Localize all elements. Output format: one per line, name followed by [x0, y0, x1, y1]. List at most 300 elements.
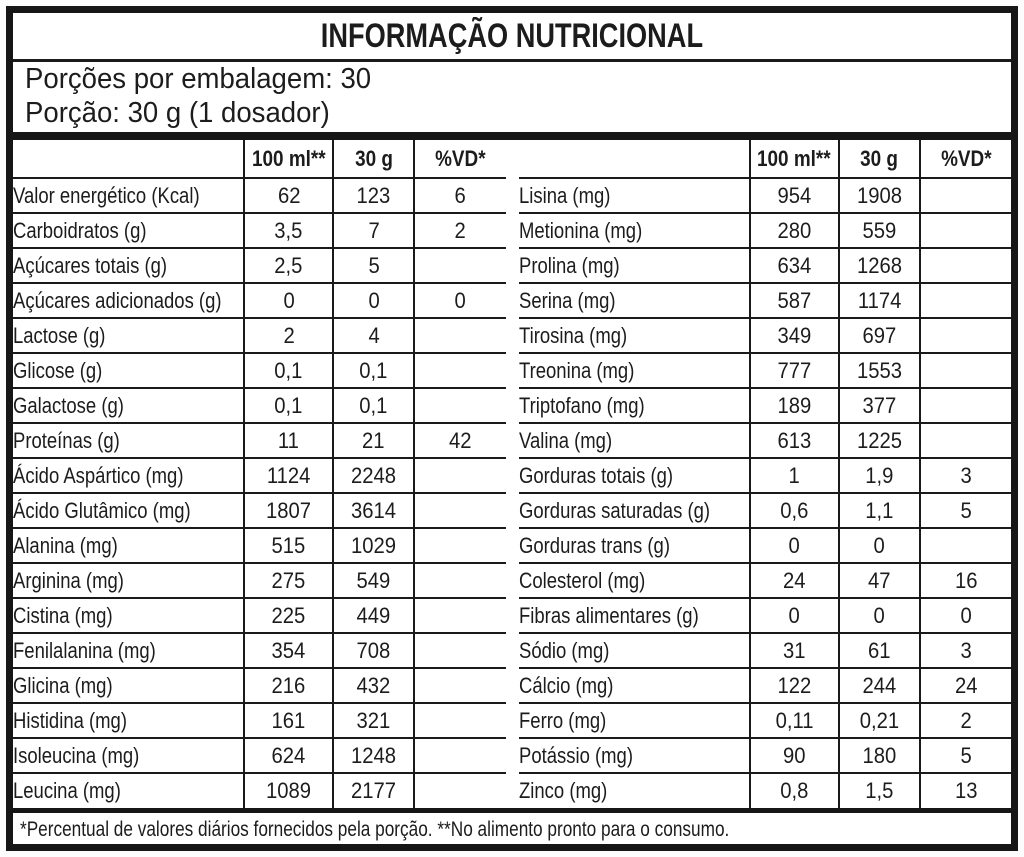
- value-30g: [333, 248, 414, 283]
- value-pct-vd-text: 42: [449, 427, 472, 453]
- table-row: [519, 318, 1012, 353]
- value-30g: [839, 458, 920, 493]
- value-30g-text: 61: [867, 637, 891, 663]
- value-100ml: [244, 423, 333, 458]
- value-30g-text: 3614: [351, 497, 397, 523]
- row-label: [13, 773, 244, 808]
- value-30g-text: 1029: [351, 532, 397, 558]
- header-pct-vd: [920, 140, 1011, 178]
- value-pct-vd-text: 0: [454, 287, 467, 313]
- row-label-text: Glicina (mg): [13, 672, 113, 698]
- table-row: [13, 458, 506, 493]
- value-100ml-text: 0,11: [775, 707, 814, 733]
- value-100ml-text: 613: [777, 427, 812, 453]
- table-row: [519, 738, 1012, 773]
- table-row: [519, 493, 1012, 528]
- value-pct-vd: [920, 598, 1011, 633]
- value-100ml: [750, 773, 839, 808]
- value-pct-vd: [414, 423, 505, 458]
- row-label: [519, 178, 750, 213]
- row-label: [519, 738, 750, 773]
- value-30g: [839, 528, 920, 563]
- servings-per-package: [13, 62, 1011, 96]
- value-100ml-text: 225: [271, 602, 306, 628]
- table-row: [13, 773, 506, 808]
- header-pct-vd-text: %VD*: [940, 145, 992, 171]
- row-label-text: Gorduras totais (g): [518, 462, 673, 488]
- value-100ml-text: 354: [271, 637, 306, 663]
- value-100ml: [750, 668, 839, 703]
- table-row: [13, 353, 506, 388]
- row-label-text: Metionina (mg): [518, 217, 642, 243]
- footnote-text: *Percentual de valores diários fornecidos pela porção. **No alimento pronto para o consumo.: [20, 817, 730, 841]
- value-100ml: [750, 248, 839, 283]
- table-row: [13, 283, 506, 318]
- row-label-text: Potássio (mg): [518, 742, 633, 768]
- value-100ml-text: 275: [271, 567, 306, 593]
- row-label-text: Serina (mg): [518, 287, 616, 313]
- value-30g-text: 1908: [856, 182, 902, 208]
- row-label: [519, 703, 750, 738]
- value-30g: [839, 773, 920, 808]
- value-100ml: [244, 353, 333, 388]
- value-30g: [333, 563, 414, 598]
- row-label: [13, 563, 244, 598]
- table-row: [13, 598, 506, 633]
- value-100ml: [244, 598, 333, 633]
- page-title: [13, 13, 1011, 59]
- value-100ml-text: 62: [277, 182, 301, 208]
- value-30g: [839, 493, 920, 528]
- row-label-text: Galactose (g): [13, 392, 124, 418]
- left-table-body: [13, 178, 506, 808]
- value-pct-vd-text: 6: [454, 182, 467, 208]
- value-100ml: [750, 633, 839, 668]
- value-30g: [333, 388, 414, 423]
- value-pct-vd-text: 3: [960, 637, 972, 663]
- value-100ml: [244, 458, 333, 493]
- row-label-text: Isoleucina (mg): [13, 742, 140, 768]
- header-100ml-text: 100 ml**: [251, 145, 326, 171]
- value-pct-vd: [414, 213, 505, 248]
- value-30g: [839, 598, 920, 633]
- row-label: [13, 248, 244, 283]
- value-100ml-text: 0,6: [780, 497, 809, 523]
- value-100ml: [750, 528, 839, 563]
- value-30g: [333, 598, 414, 633]
- value-30g: [333, 423, 414, 458]
- row-label-text: Prolina (mg): [518, 252, 620, 278]
- row-label-text: Valina (mg): [518, 427, 612, 453]
- value-100ml: [750, 598, 839, 633]
- row-label: [519, 213, 750, 248]
- value-30g-text: 2248: [351, 462, 397, 488]
- value-30g: [333, 318, 414, 353]
- row-label: [13, 353, 244, 388]
- value-30g-text: 559: [862, 217, 897, 243]
- value-pct-vd: [414, 388, 505, 423]
- value-30g: [333, 458, 414, 493]
- value-30g: [839, 353, 920, 388]
- value-100ml-text: 1124: [267, 462, 311, 488]
- servings-per-package-text: Porções por embalagem: 30: [25, 62, 372, 95]
- table-row: [13, 703, 506, 738]
- row-label-text: Histidina (mg): [13, 707, 127, 733]
- header-30g-text: 30 g: [860, 145, 899, 171]
- row-label-text: Fenilalanina (mg): [13, 637, 156, 663]
- row-label-text: Cálcio (mg): [518, 672, 613, 698]
- row-label-text: Valor energético (Kcal): [13, 182, 200, 208]
- value-pct-vd-text: 5: [960, 497, 972, 523]
- value-pct-vd: [920, 668, 1011, 703]
- row-label-text: Açúcares totais (g): [13, 252, 168, 278]
- value-pct-vd: [920, 703, 1011, 738]
- value-100ml: [244, 178, 333, 213]
- table-row: [519, 283, 1012, 318]
- table-row: [519, 213, 1012, 248]
- serving-size: [13, 96, 1011, 130]
- value-pct-vd: [414, 318, 505, 353]
- value-30g-text: 1174: [857, 287, 901, 313]
- value-100ml: [244, 773, 333, 808]
- table-row: [519, 248, 1012, 283]
- row-label: [13, 423, 244, 458]
- row-label-text: Alanina (mg): [13, 532, 118, 558]
- value-30g: [333, 703, 414, 738]
- value-100ml-text: 0,1: [274, 392, 303, 418]
- right-table-body: [519, 178, 1012, 808]
- value-30g-text: 432: [356, 672, 391, 698]
- nutrition-label: [6, 6, 1018, 851]
- row-label: [519, 388, 750, 423]
- value-100ml-text: 31: [783, 637, 806, 663]
- value-30g-text: 0: [368, 287, 380, 313]
- value-pct-vd: [414, 563, 505, 598]
- header-nutrient-column: [519, 140, 750, 178]
- value-30g: [333, 493, 414, 528]
- value-pct-vd-text: 16: [954, 567, 978, 593]
- table-header-row: [519, 140, 1012, 178]
- value-30g-text: 1268: [856, 252, 902, 278]
- value-30g-text: 1,5: [865, 778, 894, 803]
- table-row: [519, 528, 1012, 563]
- row-label: [519, 598, 750, 633]
- value-100ml-text: 587: [777, 287, 812, 313]
- row-label: [13, 283, 244, 318]
- table-row: [13, 423, 506, 458]
- value-30g-text: 0,1: [359, 392, 388, 418]
- table-row: [13, 178, 506, 213]
- value-pct-vd: [414, 283, 505, 318]
- value-100ml: [750, 178, 839, 213]
- value-pct-vd: [920, 318, 1011, 353]
- value-pct-vd: [414, 248, 505, 283]
- value-30g-text: 321: [356, 707, 391, 733]
- value-100ml-text: 24: [783, 567, 806, 593]
- value-30g: [333, 528, 414, 563]
- value-100ml-text: 1807: [266, 497, 312, 523]
- row-label-text: Leucina (mg): [13, 778, 121, 803]
- header-divider-bar: [13, 132, 1011, 140]
- value-pct-vd: [920, 633, 1011, 668]
- header-nutrient-column: [13, 140, 244, 178]
- value-30g-text: 1,1: [865, 497, 894, 523]
- row-label: [519, 283, 750, 318]
- serving-size-text: Porção: 30 g (1 dosador): [25, 96, 330, 129]
- value-pct-vd: [920, 773, 1011, 808]
- value-pct-vd: [920, 458, 1011, 493]
- header-30g: [839, 140, 920, 178]
- row-label-text: Proteínas (g): [13, 427, 120, 453]
- value-pct-vd: [414, 738, 505, 773]
- footnote: [13, 808, 1011, 846]
- value-100ml: [750, 493, 839, 528]
- header-100ml: [244, 140, 333, 178]
- row-label-text: Ácido Glutâmico (mg): [13, 497, 191, 523]
- row-label-text: Cistina (mg): [13, 602, 113, 628]
- header-pct-vd-text: %VD*: [435, 145, 486, 171]
- value-30g-text: 1248: [351, 742, 397, 768]
- value-pct-vd-text: 0: [960, 602, 972, 628]
- value-30g-text: 1553: [856, 357, 902, 383]
- row-label-text: Treonina (mg): [518, 357, 634, 383]
- value-pct-vd: [414, 703, 505, 738]
- value-30g: [839, 738, 920, 773]
- value-100ml-text: 349: [777, 322, 812, 348]
- value-30g-text: 449: [356, 602, 391, 628]
- value-100ml: [750, 423, 839, 458]
- value-pct-vd-text: 2: [454, 217, 467, 243]
- row-label-text: Gorduras trans (g): [518, 532, 670, 558]
- row-label-text: Lactose (g): [13, 322, 106, 348]
- value-100ml-text: 1089: [266, 778, 312, 803]
- value-pct-vd: [920, 528, 1011, 563]
- value-pct-vd-text: 5: [960, 742, 972, 768]
- value-pct-vd: [414, 493, 505, 528]
- row-label: [519, 458, 750, 493]
- value-30g: [839, 283, 920, 318]
- value-pct-vd: [414, 633, 505, 668]
- row-label-text: Colesterol (mg): [518, 567, 645, 593]
- value-pct-vd: [920, 423, 1011, 458]
- row-label-text: Tirosina (mg): [518, 322, 627, 348]
- header-100ml-text: 100 ml**: [757, 145, 832, 171]
- value-pct-vd: [920, 248, 1011, 283]
- value-pct-vd: [414, 773, 505, 808]
- value-30g: [333, 633, 414, 668]
- value-100ml-text: 216: [271, 672, 306, 698]
- row-label: [13, 738, 244, 773]
- header-30g: [333, 140, 414, 178]
- value-100ml-text: 515: [271, 532, 306, 558]
- row-label: [13, 458, 244, 493]
- nutrition-table-right: [519, 140, 1012, 808]
- value-pct-vd: [920, 178, 1011, 213]
- value-100ml-text: 2,5: [274, 252, 303, 278]
- row-label-text: Carboidratos (g): [13, 217, 147, 243]
- value-30g-text: 0: [873, 602, 885, 628]
- row-label: [519, 318, 750, 353]
- row-label: [519, 528, 750, 563]
- value-30g: [839, 703, 920, 738]
- value-30g: [333, 353, 414, 388]
- value-30g: [333, 668, 414, 703]
- table-row: [13, 248, 506, 283]
- row-label: [13, 178, 244, 213]
- value-pct-vd: [920, 353, 1011, 388]
- value-30g: [839, 248, 920, 283]
- value-100ml: [244, 633, 333, 668]
- value-30g-text: 21: [362, 427, 385, 453]
- value-30g-text: 1225: [856, 427, 902, 453]
- table-row: [519, 633, 1012, 668]
- value-100ml-text: 122: [777, 672, 812, 698]
- value-30g: [839, 633, 920, 668]
- header-100ml: [750, 140, 839, 178]
- value-30g: [839, 668, 920, 703]
- value-30g-text: 697: [862, 322, 897, 348]
- row-label: [519, 633, 750, 668]
- value-100ml-text: 3,5: [274, 217, 303, 243]
- page-title-text: INFORMAÇÃO NUTRICIONAL: [320, 16, 704, 55]
- value-30g-text: 47: [867, 567, 891, 593]
- value-100ml: [244, 388, 333, 423]
- table-row: [519, 773, 1012, 808]
- value-pct-vd: [414, 458, 505, 493]
- row-label-text: Sódio (mg): [518, 637, 609, 663]
- value-100ml: [750, 318, 839, 353]
- table-row: [13, 563, 506, 598]
- value-100ml-text: 0,8: [780, 778, 809, 803]
- value-100ml: [244, 668, 333, 703]
- row-label: [13, 668, 244, 703]
- value-pct-vd: [920, 283, 1011, 318]
- row-label-text: Ácido Aspártico (mg): [13, 462, 184, 488]
- row-label: [13, 388, 244, 423]
- value-pct-vd: [414, 668, 505, 703]
- value-100ml: [750, 458, 839, 493]
- value-100ml-text: 0: [788, 602, 800, 628]
- value-30g: [333, 213, 414, 248]
- value-100ml: [750, 738, 839, 773]
- value-30g-text: 1,9: [865, 462, 894, 488]
- nutrition-table-left: [13, 140, 506, 808]
- value-30g-text: 0,21: [859, 707, 899, 733]
- row-label-text: Lisina (mg): [518, 182, 610, 208]
- value-100ml: [750, 388, 839, 423]
- table-row: [519, 178, 1012, 213]
- value-30g: [839, 388, 920, 423]
- table-row: [519, 423, 1012, 458]
- value-30g: [333, 738, 414, 773]
- value-30g: [333, 283, 414, 318]
- value-30g: [839, 563, 920, 598]
- value-pct-vd: [414, 178, 505, 213]
- value-100ml-text: 189: [777, 392, 812, 418]
- value-30g-text: 5: [368, 252, 380, 278]
- value-100ml: [244, 528, 333, 563]
- row-label: [13, 493, 244, 528]
- value-100ml: [750, 213, 839, 248]
- table-row: [13, 318, 506, 353]
- value-30g: [839, 318, 920, 353]
- table-row: [13, 388, 506, 423]
- value-100ml: [244, 738, 333, 773]
- row-label: [519, 353, 750, 388]
- table-row: [519, 703, 1012, 738]
- value-30g: [839, 423, 920, 458]
- value-100ml: [244, 493, 333, 528]
- table-header-row: [13, 140, 506, 178]
- value-100ml-text: 777: [777, 357, 812, 383]
- value-100ml-text: 0: [788, 532, 800, 558]
- row-label: [519, 248, 750, 283]
- value-30g: [333, 773, 414, 808]
- value-100ml-text: 624: [271, 742, 306, 768]
- value-100ml: [244, 563, 333, 598]
- value-pct-vd: [920, 563, 1011, 598]
- value-100ml-text: 90: [783, 742, 806, 768]
- value-100ml: [750, 703, 839, 738]
- value-pct-vd-text: 3: [960, 462, 972, 488]
- value-30g: [839, 213, 920, 248]
- row-label-text: Ferro (mg): [518, 707, 606, 733]
- value-pct-vd-text: 24: [954, 672, 978, 698]
- value-30g-text: 7: [368, 217, 380, 243]
- table-row: [519, 353, 1012, 388]
- row-label: [519, 563, 750, 598]
- value-30g-text: 549: [356, 567, 391, 593]
- table-row: [519, 563, 1012, 598]
- value-30g-text: 4: [368, 322, 380, 348]
- value-100ml-text: 1: [788, 462, 800, 488]
- row-label-text: Açúcares adicionados (g): [13, 287, 222, 313]
- value-100ml: [244, 703, 333, 738]
- value-100ml: [244, 248, 333, 283]
- row-label: [519, 493, 750, 528]
- row-label: [13, 703, 244, 738]
- value-100ml-text: 11: [278, 427, 300, 453]
- row-label-text: Gorduras saturadas (g): [518, 497, 710, 523]
- table-row: [13, 213, 506, 248]
- value-30g: [333, 178, 414, 213]
- row-label: [13, 633, 244, 668]
- value-30g-text: 377: [862, 392, 897, 418]
- value-100ml: [750, 283, 839, 318]
- table-row: [13, 633, 506, 668]
- value-pct-vd: [414, 528, 505, 563]
- value-100ml: [244, 283, 333, 318]
- table-row: [519, 668, 1012, 703]
- header-pct-vd: [414, 140, 505, 178]
- value-100ml: [750, 353, 839, 388]
- value-30g-text: 0,1: [359, 357, 388, 383]
- row-label-text: Fibras alimentares (g): [518, 602, 699, 628]
- row-label-text: Triptofano (mg): [518, 392, 645, 418]
- value-pct-vd: [414, 353, 505, 388]
- value-30g-text: 180: [862, 742, 897, 768]
- table-row: [519, 458, 1012, 493]
- value-pct-vd: [920, 493, 1011, 528]
- row-label-text: Glicose (g): [13, 357, 103, 383]
- table-row: [13, 668, 506, 703]
- table-row: [13, 738, 506, 773]
- row-label: [13, 528, 244, 563]
- value-100ml-text: 954: [777, 182, 812, 208]
- row-label: [13, 213, 244, 248]
- row-label: [13, 598, 244, 633]
- value-pct-vd-text: 13: [954, 778, 978, 803]
